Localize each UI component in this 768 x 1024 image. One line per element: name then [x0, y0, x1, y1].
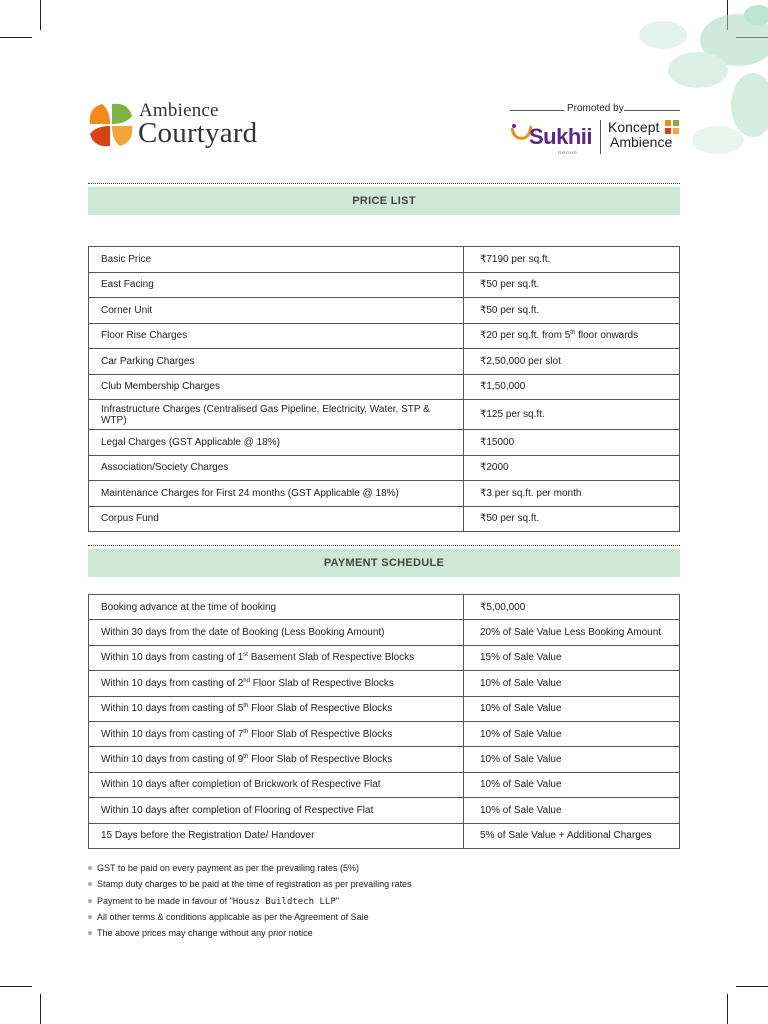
price-item: Infrastructure Charges (Centralised Gas Pipeline, Electricity, Water, STP & WTP)	[89, 400, 464, 430]
bullet-icon	[88, 899, 92, 903]
schedule-amount: 10% of Sale Value	[464, 772, 680, 797]
bullet-icon	[88, 915, 92, 919]
schedule-stage: 15 Days before the Registration Date/ Handover	[89, 823, 464, 848]
schedule-stage: Within 10 days after completion of Flooring of Respective Flat	[89, 798, 464, 823]
note-text: Stamp duty charges to be paid at the time of registration as per prevailing rates	[97, 879, 412, 890]
table-row	[89, 349, 680, 375]
stage-text: Floor Slab of Respective Blocks	[248, 754, 393, 766]
sukhii-group-label: GROUP	[558, 150, 578, 155]
crop-mark	[0, 986, 32, 987]
price-item: Maintenance Charges for First 24 months (GST Applicable @ 18%)	[89, 481, 464, 507]
price-item: Legal Charges (GST Applicable @ 18%)	[89, 430, 464, 456]
logo-separator	[600, 120, 601, 154]
crop-mark	[0, 37, 32, 38]
stage-text: Basement Slab of Respective Blocks	[247, 652, 415, 664]
price-value: ₹2,50,000 per slot	[464, 349, 680, 375]
table-row	[89, 247, 680, 273]
price-value: ₹7190 per sq.ft.	[464, 247, 680, 273]
table-row	[89, 595, 680, 620]
table-row	[89, 823, 680, 848]
crop-mark	[736, 986, 768, 987]
dotted-divider	[88, 545, 680, 546]
price-item: Basic Price	[89, 247, 464, 273]
schedule-amount: 15% of Sale Value	[464, 645, 680, 670]
price-item: East Facing	[89, 272, 464, 298]
price-item: Car Parking Charges	[89, 349, 464, 375]
bullet-icon	[88, 882, 92, 886]
note-text: The above prices may change without any prior notice	[97, 928, 313, 939]
price-value	[464, 323, 680, 349]
schedule-stage	[89, 645, 464, 670]
payment-schedule-header: PAYMENT SCHEDULE	[88, 549, 680, 577]
stage-text: Within 10 days from casting of 7	[101, 728, 244, 740]
note-text: "	[335, 895, 339, 906]
ordinal-suffix: th	[243, 728, 249, 735]
brand-line1: Ambience	[139, 100, 219, 121]
schedule-stage	[89, 671, 464, 696]
table-row	[89, 430, 680, 456]
terms-notes	[88, 862, 680, 943]
schedule-amount: 10% of Sale Value	[464, 747, 680, 772]
schedule-stage	[89, 721, 464, 746]
table-row	[89, 645, 680, 670]
price-value: ₹50 per sq.ft.	[464, 506, 680, 532]
table-row	[89, 272, 680, 298]
koncept-line2: Ambience	[610, 134, 673, 150]
price-value: ₹15000	[464, 430, 680, 456]
ordinal-suffix: st	[243, 652, 248, 659]
table-row	[89, 374, 680, 400]
table-row	[89, 747, 680, 772]
price-item: Corner Unit	[89, 298, 464, 324]
note-text: All other terms & conditions applicable as per the Agreement of Sale	[97, 911, 369, 922]
payee-name: Housz Buildtech LLP	[232, 896, 336, 907]
sukhii-logo	[510, 118, 592, 158]
promoted-by-label: Promoted by	[567, 103, 624, 114]
schedule-amount: 20% of Sale Value Less Booking Amount	[464, 620, 680, 645]
table-row	[89, 620, 680, 645]
schedule-amount: 5% of Sale Value + Additional Charges	[464, 823, 680, 848]
ordinal-suffix: th	[570, 330, 576, 337]
stage-text: Within 10 days from casting of 2	[101, 677, 244, 689]
schedule-stage: Within 30 days from the date of Booking (Less Booking Amount)	[89, 620, 464, 645]
table-row	[89, 298, 680, 324]
stage-text: Floor Slab of Respective Blocks	[248, 728, 393, 740]
ordinal-suffix: th	[243, 703, 249, 710]
stage-text: Within 10 days from casting of 5	[101, 703, 244, 715]
table-row	[89, 671, 680, 696]
schedule-amount: ₹5,00,000	[464, 595, 680, 620]
price-list-table	[88, 246, 680, 532]
flower-logo-icon	[88, 102, 134, 148]
ordinal-suffix: th	[243, 754, 249, 761]
note-text: Payment to be made in favour of "	[97, 895, 233, 906]
payment-schedule-table	[88, 594, 680, 849]
crop-mark	[40, 0, 41, 30]
schedule-stage: Within 10 days after completion of Brickwork of Respective Flat	[89, 772, 464, 797]
table-row	[89, 696, 680, 721]
schedule-amount: 10% of Sale Value	[464, 696, 680, 721]
stage-text: Within 10 days from casting of 9	[101, 754, 244, 766]
stage-text: Floor Slab of Respective Blocks	[248, 703, 393, 715]
schedule-amount: 10% of Sale Value	[464, 671, 680, 696]
price-value: ₹1,50,000	[464, 374, 680, 400]
value-text: floor onwards	[575, 330, 639, 342]
list-item	[88, 878, 680, 894]
table-row	[89, 455, 680, 481]
list-item	[88, 862, 680, 878]
stage-text: Floor Slab of Respective Blocks	[249, 677, 394, 689]
table-row	[89, 721, 680, 746]
schedule-stage	[89, 747, 464, 772]
price-value: ₹50 per sq.ft.	[464, 298, 680, 324]
brand-line2: Courtyard	[138, 117, 258, 149]
table-row	[89, 798, 680, 823]
schedule-amount: 10% of Sale Value	[464, 721, 680, 746]
table-row	[89, 772, 680, 797]
note-text: GST to be paid on every payment as per the prevailing rates (5%)	[97, 863, 359, 873]
table-row	[89, 481, 680, 507]
bullet-icon	[88, 931, 92, 935]
price-item: Club Membership Charges	[89, 374, 464, 400]
promoter-block	[510, 102, 682, 158]
divider	[624, 110, 680, 111]
crop-mark	[40, 994, 41, 1024]
schedule-stage: Booking advance at the time of booking	[89, 595, 464, 620]
list-item	[88, 895, 680, 911]
value-text: ₹20 per sq.ft. from 5	[480, 330, 571, 342]
list-item	[88, 927, 680, 943]
table-row	[89, 400, 680, 430]
price-item: Association/Society Charges	[89, 455, 464, 481]
price-item: Corpus Fund	[89, 506, 464, 532]
list-item	[88, 911, 680, 927]
table-row	[89, 323, 680, 349]
stage-text: Within 10 days from casting of 1	[101, 652, 244, 664]
price-list-header: PRICE LIST	[88, 187, 680, 215]
schedule-amount: 10% of Sale Value	[464, 798, 680, 823]
koncept-flower-icon	[665, 120, 679, 134]
koncept-line1: Koncept	[608, 119, 660, 135]
price-item: Floor Rise Charges	[89, 323, 464, 349]
table-row	[89, 506, 680, 532]
divider	[510, 110, 564, 111]
ordinal-suffix: nd	[243, 677, 250, 684]
price-value: ₹2000	[464, 455, 680, 481]
schedule-stage	[89, 696, 464, 721]
dotted-divider	[88, 183, 680, 184]
price-value: ₹125 per sq.ft.	[464, 400, 680, 430]
price-value: ₹3 per sq.ft. per month	[464, 481, 680, 507]
crop-mark	[727, 994, 728, 1024]
bullet-icon	[88, 866, 92, 870]
price-value: ₹50 per sq.ft.	[464, 272, 680, 298]
sukhii-wordmark: Sukhii	[529, 124, 593, 149]
ambience-courtyard-logo	[88, 100, 288, 154]
